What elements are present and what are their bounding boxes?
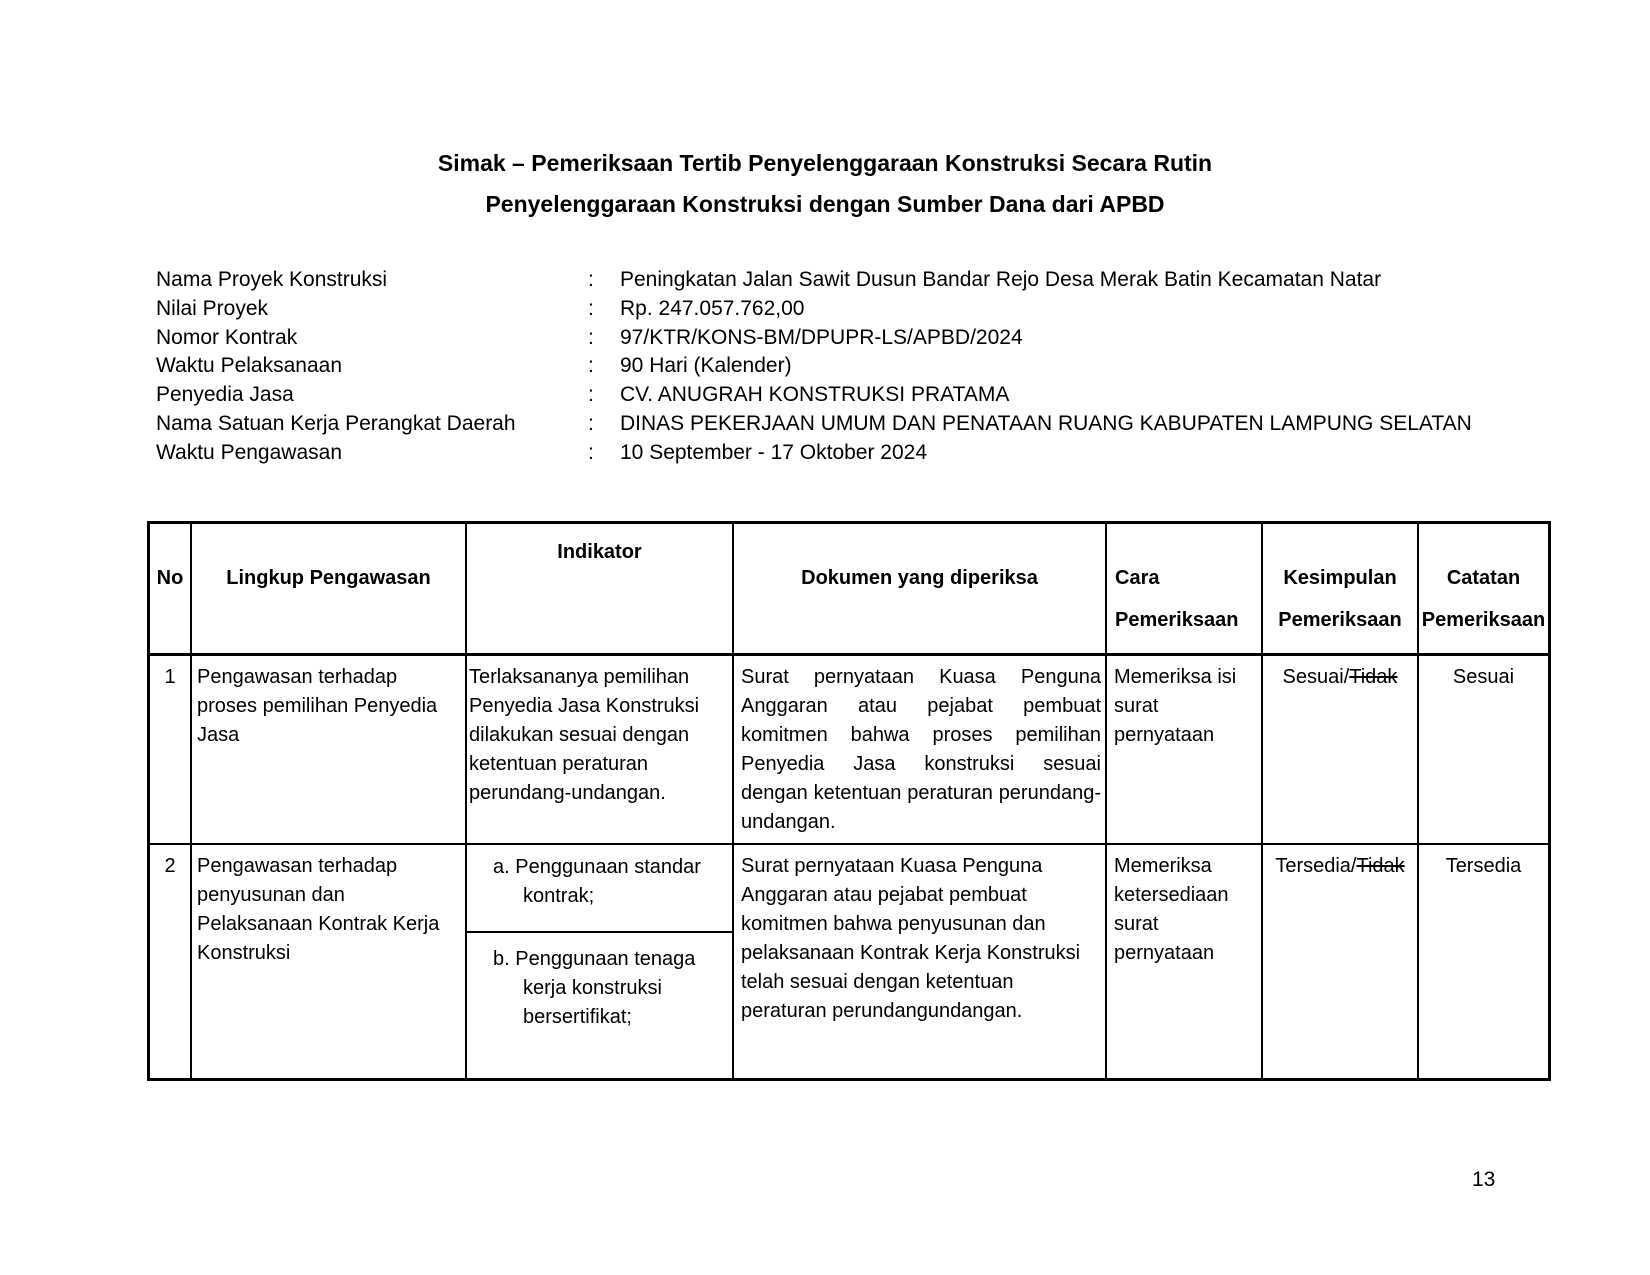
header-cara-pemeriksaan: Cara Pemeriksaan — [1107, 524, 1263, 656]
row2-lingkup: Pengawasan terhadap penyusunan dan Pelaksanaan Kontrak Kerja Konstruksi — [192, 845, 467, 1078]
document-title — [0, 143, 1650, 225]
meta-value: DINAS PEKERJAAN UMUM DAN PENATAAN RUANG KABUPATEN LAMPUNG SELATAN — [620, 411, 1472, 435]
meta-label: Nama Proyek Konstruksi — [156, 268, 388, 291]
inspection-table — [147, 521, 1551, 1081]
row1-kesimpulan-kept: Sesuai/ — [1282, 666, 1350, 688]
row2-kesimpulan — [1263, 845, 1419, 1078]
meta-row-nilai-proyek — [156, 295, 1576, 324]
row1-no: 1 — [150, 656, 192, 845]
meta-separator: : — [588, 296, 594, 320]
meta-label: Nilai Proyek — [156, 296, 269, 320]
meta-separator: : — [588, 325, 594, 349]
row2-indikator-item-a: a. Penggunaan standar kontrak; — [467, 845, 732, 933]
meta-label: Nama Satuan Kerja Perangkat Daerah — [156, 411, 516, 435]
row2-indikator-item-b: b. Penggunaan tenaga kerja konstruksi bersertifikat; — [493, 948, 696, 1028]
meta-separator: : — [588, 268, 594, 291]
row1-cara: Memeriksa isi surat pernyataan — [1107, 656, 1263, 845]
header-kesimpulan-pemeriksaan: Kesimpulan Pemeriksaan — [1263, 524, 1419, 656]
header-no: No — [150, 524, 192, 656]
meta-row-nomor-kontrak — [156, 324, 1576, 353]
meta-label: Penyedia Jasa — [156, 383, 294, 407]
meta-value: CV. ANUGRAH KONSTRUKSI PRATAMA — [620, 383, 1010, 407]
row1-dokumen: Surat pernyataan Kuasa Penguna Anggaran atau pejabat pembuat komitmen bahwa proses pemilihan Penyedia Jasa konstruksi sesuai dengan ketentuan peraturan perundang-undangan. — [734, 656, 1107, 845]
meta-value: Peningkatan Jalan Sawit Dusun Bandar Rejo Desa Merak Batin Kecamatan Natar — [620, 268, 1382, 291]
header-catatan-pemeriksaan: Catatan Pemeriksaan — [1419, 524, 1548, 656]
row2-dokumen: Surat pernyataan Kuasa Penguna Anggaran atau pejabat pembuat komitmen bahwa penyusunan dan pelaksanaan Kontrak Kerja Konstruksi telah sesuai dengan ketentuan peraturan perundangundangan. — [734, 845, 1107, 1078]
row1-catatan: Sesuai — [1419, 656, 1548, 845]
row2-indikator — [467, 845, 734, 1078]
row2-no: 2 — [150, 845, 192, 1078]
meta-value: 90 Hari (Kalender) — [620, 354, 792, 378]
meta-separator: : — [588, 354, 594, 378]
header-lingkup-pengawasan: Lingkup Pengawasan — [192, 524, 467, 656]
document-title-line2: Penyelenggaraan Konstruksi dengan Sumber Dana dari APBD — [485, 191, 1165, 217]
page-number: 13 — [1472, 1168, 1496, 1191]
row2-cara: Memeriksa ketersediaan surat pernyataan — [1107, 845, 1263, 1078]
meta-label: Nomor Kontrak — [156, 325, 298, 349]
row1-lingkup: Pengawasan terhadap proses pemilihan Penyedia Jasa — [192, 656, 467, 845]
meta-value: 10 September - 17 Oktober 2024 — [620, 440, 928, 464]
meta-row-waktu-pengawasan — [156, 439, 1576, 468]
header-dokumen: Dokumen yang diperiksa — [734, 524, 1107, 656]
project-metadata — [156, 266, 1576, 468]
row1-indikator: Terlaksananya pemilihan Penyedia Jasa Konstruksi dilakukan sesuai dengan ketentuan peraturan perundang-undangan. — [467, 656, 734, 845]
meta-label: Waktu Pelaksanaan — [156, 354, 342, 378]
header-indikator: Indikator — [467, 524, 734, 656]
meta-row-nama-proyek — [156, 266, 1576, 295]
meta-row-waktu-pelaksanaan — [156, 352, 1576, 381]
meta-row-satuan-kerja — [156, 410, 1576, 439]
document-title-line1: Simak – Pemeriksaan Tertib Penyelenggaraan Konstruksi Secara Rutin — [437, 150, 1213, 176]
meta-value: Rp. 247.057.762,00 — [620, 296, 805, 320]
row1-kesimpulan — [1263, 656, 1419, 845]
meta-separator: : — [588, 411, 594, 435]
meta-separator: : — [588, 383, 594, 407]
meta-row-penyedia-jasa — [156, 381, 1576, 410]
meta-label: Waktu Pengawasan — [156, 440, 342, 464]
row2-kesimpulan-kept: Tersedia/ — [1275, 855, 1357, 877]
row1-kesimpulan-struck: Tidak — [1349, 666, 1398, 688]
meta-separator: : — [588, 440, 594, 464]
meta-value: 97/KTR/KONS-BM/DPUPR-LS/APBD/2024 — [620, 325, 1023, 349]
row2-kesimpulan-struck: Tidak — [1356, 855, 1405, 877]
row2-catatan: Tersedia — [1445, 855, 1522, 877]
